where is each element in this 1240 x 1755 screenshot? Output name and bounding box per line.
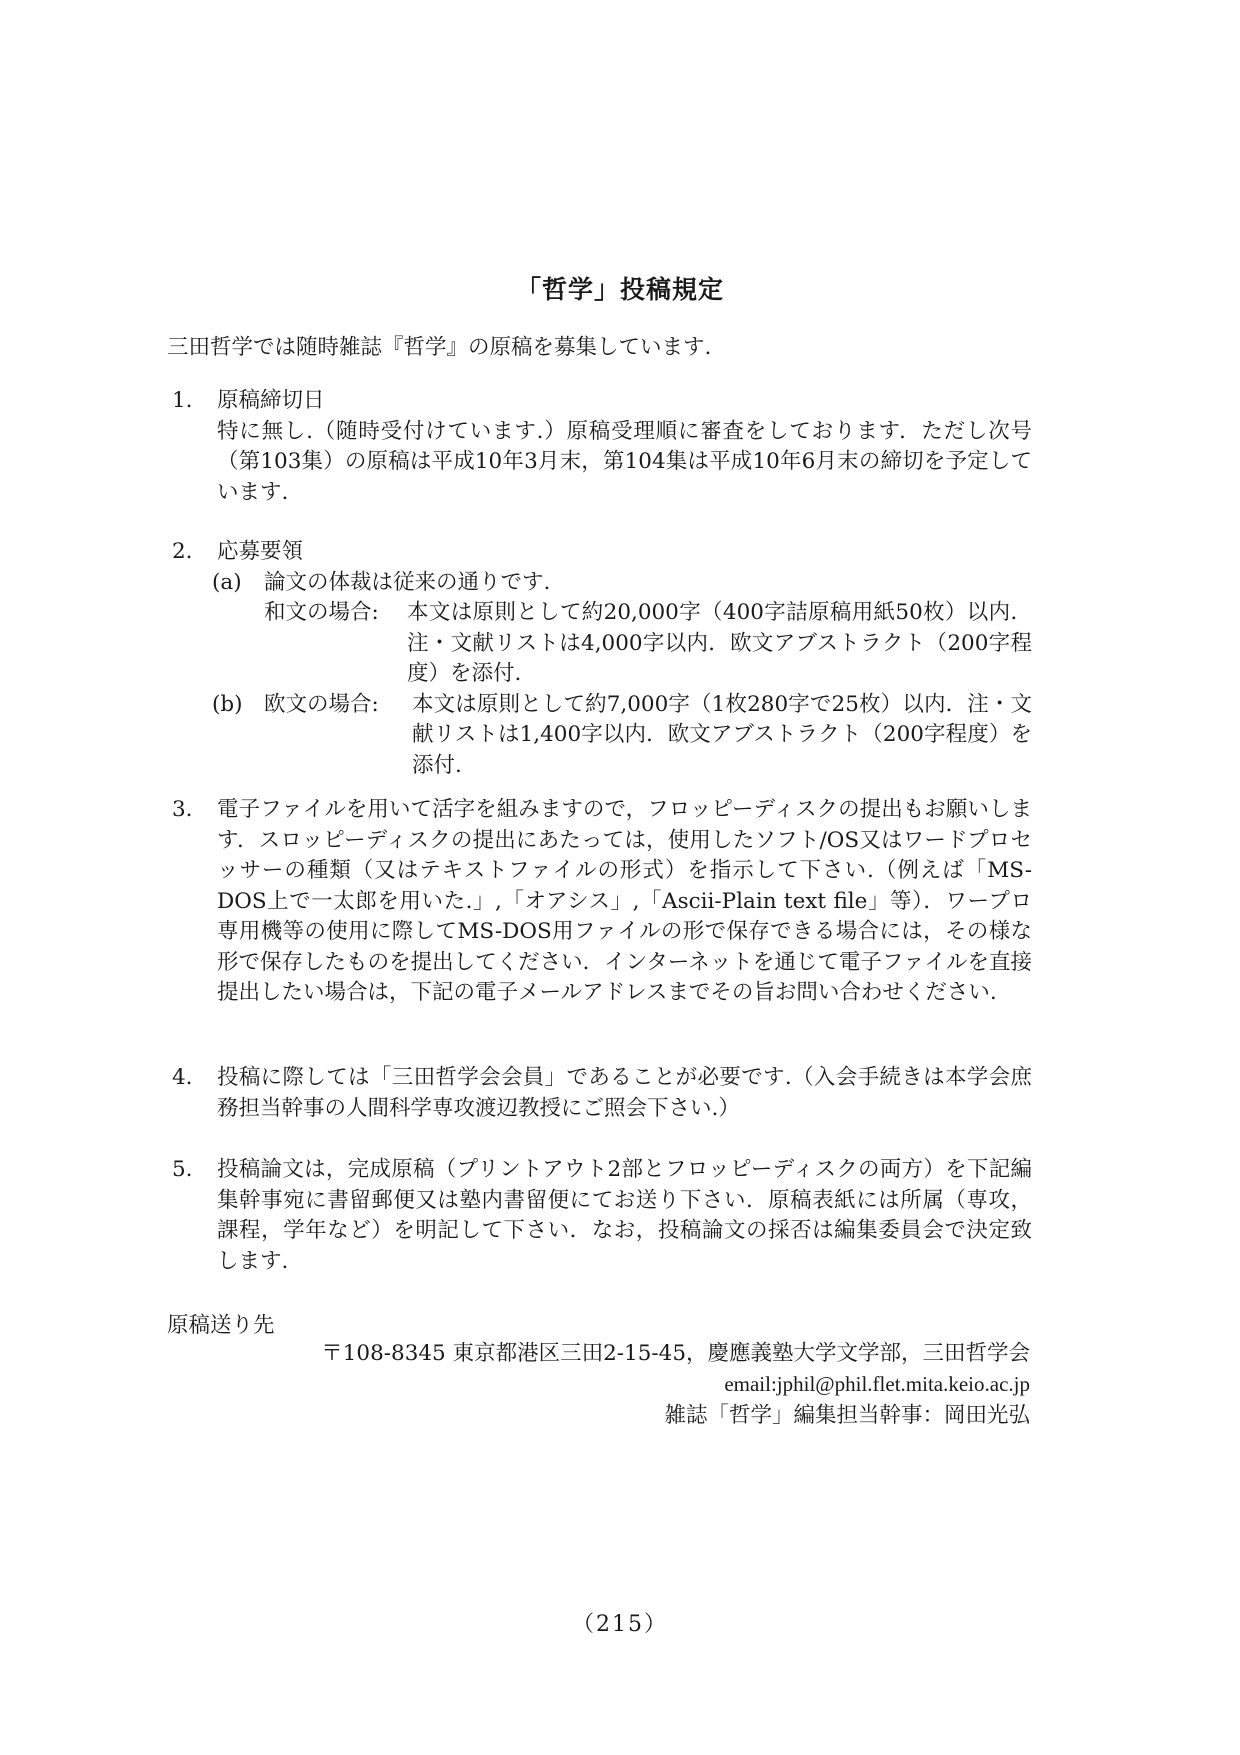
send-to-address-block: [200, 1338, 1030, 1431]
page-title: 「哲学」投稿規定: [515, 275, 724, 304]
subsection-text: 論文の体裁は従来の通りです.: [264, 569, 551, 595]
section-2: [172, 537, 1032, 781]
case-japanese: [264, 598, 1032, 690]
section-number: 1.: [172, 388, 193, 413]
case-text: 本文は原則として約7,000字（1枚280字で25枚）以内．注・文献リストは1,400字以内．欧文アブストラクト（200字程度）を添付.: [412, 691, 1032, 778]
section-text: 特に無し.（随時受付けています.）原稿受理順に審査をしております．ただし次号（第103集）の原稿は平成10年3月末，第104集は平成10年6月末の締切を予定しています.: [217, 418, 1032, 505]
intro-text: 三田哲学では随時雑誌『哲学』の原稿を募集しています.: [167, 335, 712, 360]
section-text: 電子ファイルを用いて活字を組みますので，フロッピーディスクの提出もお願いします．スロッピーディスクの提出にあたっては，使用したソフト/OS又はワードプロセッサーの種類（又はテキストファイルの形式）を指示して下さい.（例えば「MS-DOS上で一太郎を用いた.」,「オアシス」,「Ascii-Plain text file」等）．ワープロ専用機等の使用に際してMS-DOS用ファイルの形で保存できる場合には，その様な形で保存したものを提出してください．インターネットを通じて電子ファイルを直接提出したい場合は，下記の電子メールアドレスまでその旨お問い合わせください.: [217, 797, 1032, 1005]
email-address: email:jphil@phil.flet.mita.keio.ac.jp: [724, 1372, 1030, 1396]
section-text: 投稿論文は，完成原稿（プリントアウト2部とフロッピーディスクの両方）を下記編集幹事宛に書留郵便又は塾内書留便にてお送り下さい．原稿表紙には所属（専攻，課程，学年など）を明記して下さい．なお，投稿論文の採否は編集委員会で決定致します.: [217, 1157, 1032, 1274]
subsection-mark: (a): [212, 569, 242, 595]
case-label: 欧文の場合:: [264, 691, 379, 717]
page-number: （215）: [572, 1612, 668, 1637]
case-label: 和文の場合:: [264, 600, 379, 625]
send-to-label: 原稿送り先: [167, 1313, 275, 1338]
case-text: 本文は原則として約20,000字（400字詰原稿用紙50枚）以内．注・文献リストは4,000字以内．欧文アブストラクト（200字程度）を添付.: [407, 600, 1032, 686]
section-number: 3.: [172, 797, 193, 822]
subsection-a: [212, 568, 1032, 599]
subsection-mark: (b): [212, 691, 243, 717]
section-3: [172, 795, 1032, 1009]
section-heading: 原稿締切日: [217, 388, 325, 413]
section-number: 4.: [172, 1065, 193, 1090]
section-5: [172, 1155, 1032, 1277]
postal-address: 〒108-8345 東京都港区三田2-15-45，慶應義塾大学文学部，三田哲学会: [321, 1341, 1030, 1366]
section-number: 2.: [172, 539, 193, 564]
section-1: [172, 386, 1032, 508]
section-text: 投稿に際しては「三田哲学会会員」であることが必要です.（入会手続きは本学会庶務担当幹事の人間科学専攻渡辺教授にご照会下さい.）: [217, 1065, 1032, 1121]
section-heading: 応募要領: [217, 539, 304, 564]
section-4: [172, 1063, 1032, 1124]
subsection-b: [212, 690, 1032, 782]
section-number: 5.: [172, 1157, 193, 1182]
editor-contact: 雑誌「哲学」編集担当幹事：岡田光弘: [664, 1403, 1030, 1428]
